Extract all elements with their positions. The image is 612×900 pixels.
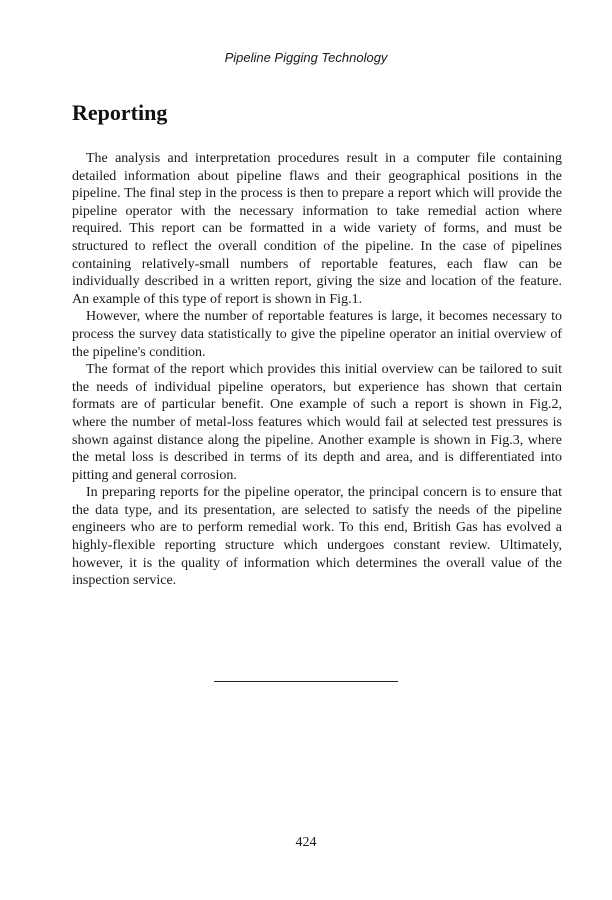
section-end-rule — [214, 681, 398, 682]
paragraph-report-formats: The analysis and interpretation procedures result in a computer file containing detailed information about pipeline flaws and their geographical positions in the pipeline. The final step in the process is then to prepare a report which will provide the pipeline operator with the necessary information to take remedial action where required. This report can be formatted in a wide variety of forms, and must be structured to reflect the overall condition of the pipeline. In the case of pipelines containing relatively-small numbers of reportable features, each flaw can be individually described in a written report, giving the size and location of the feature. An example of this type of report is shown in Fig.1. — [72, 151, 562, 307]
paragraph-statistical-overview: However, where the number of reportable features is large, it becomes necessary to process the survey data statistically to give the pipeline operator an initial overview of the pipeline's condition. — [72, 309, 562, 360]
page-number: 424 — [295, 835, 317, 850]
section-title: Reporting — [72, 100, 168, 125]
paragraph-reporting-structure: In preparing reports for the pipeline operator, the principal concern is to ensure that the data type, and its presentation, are selected to satisfy the needs of the pipeline engineers who are to perform remedial work. To this end, British Gas has evolved a highly-flexible reporting structure which undergoes constant review. Ultimately, however, it is the quality of information which determines the overall value of the inspection service. — [72, 485, 562, 589]
body-text — [72, 150, 562, 590]
running-header: Pipeline Pigging Technology — [224, 50, 388, 65]
paragraph-report-examples: The format of the report which provides this initial overview can be tailored to suit the needs of individual pipeline operators, but experience has shown that certain formats are of particular benefit. One example of such a report is shown in Fig.2, where the number of metal-loss features which would fail at selected test pressures is shown against distance along the pipeline. Another example is shown in Fig.3, where the metal loss is described in terms of its depth and area, and is differentiated into pitting and general corrosion. — [72, 362, 562, 483]
